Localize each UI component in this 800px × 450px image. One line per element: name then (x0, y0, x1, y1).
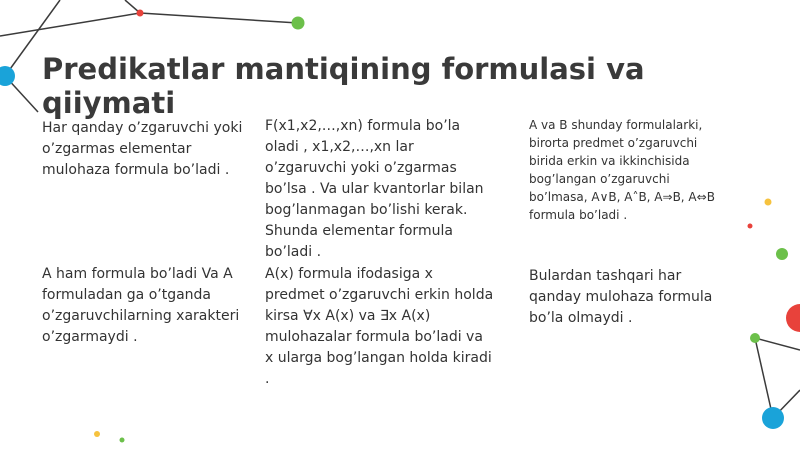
network-dot (748, 224, 753, 229)
network-line (755, 338, 773, 418)
network-dot (786, 304, 800, 332)
rule-text-3 (529, 116, 729, 224)
network-dot (292, 17, 305, 30)
network-dot (762, 407, 784, 429)
network-line (0, 13, 140, 36)
network-dot (137, 10, 144, 17)
network-dot (750, 333, 760, 343)
network-dot (0, 66, 15, 86)
rule-text-2-body: F(x1,x2,…,xn) formula bo’la oladi , x1,x2,…,xn lar o’zgaruvchi yoki o’zgarmas bo’lsa . Va ular kvantorlar bilan bog’lanmagan bo’lishi kerak. Shunda elementar formula bo’ladi . (265, 118, 484, 260)
rule-text-1 (42, 118, 247, 181)
network-line (140, 13, 298, 23)
network-dot (94, 431, 100, 437)
rule-text-5-body: A(x) formula ifodasiga x predmet o’zgaruvchi erkin holda kirsa ∀x A(x) va ∃x A(x) mulohazalar formula bo’ladi va x ularga bog’langan holda kiradi . (265, 266, 494, 387)
rule-text-6-body: Bulardan tashqari har qanday mulohaza formula bo’la olmaydi . (529, 268, 713, 326)
rule-text-1-body: Har qanday o’zgaruvchi yoki o’zgarmas elementar mulohaza formula bo’ladi . (42, 120, 243, 178)
network-dot (765, 199, 772, 206)
rule-text-6 (529, 266, 729, 329)
network-dot (776, 248, 788, 260)
rule-text-4-body: A ham formula bo’ladi Va A formuladan ga o’tganda o’zgaruvchilarning xarakteri o’zgarmaydi . (42, 266, 240, 345)
network-line (755, 338, 800, 350)
rule-text-5 (265, 264, 495, 390)
network-dot (120, 438, 125, 443)
rule-text-3-body: A va B shunday formulalarki, birorta predmet o’zgaruvchi birida erkin va ikkinchisida bog’langan o’zgaruvchi bo’lmasa, A∨B, A˄B, A⇒B, A⇔B formula bo’ladi . (529, 118, 715, 222)
rule-text-4 (42, 264, 247, 348)
rule-text-2 (265, 116, 495, 263)
slide-title: Predikatlar mantiqining formulasi va qiiymati (42, 52, 645, 120)
